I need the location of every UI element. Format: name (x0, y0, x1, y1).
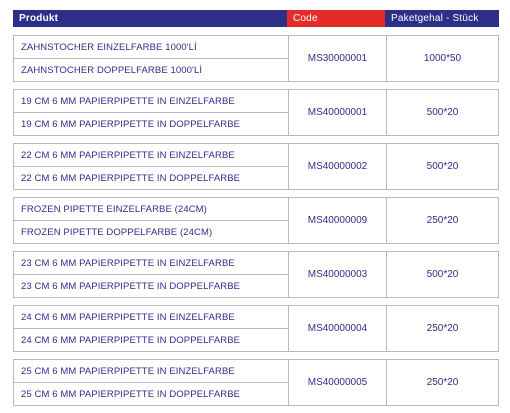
product-name: ZAHNSTOCHER EINZELFARBE 1000'Lİ (14, 36, 288, 59)
package-quantity: 500*20 (386, 252, 498, 297)
header-paket: Paketgehal - Stück (385, 10, 499, 27)
package-quantity: 250*20 (386, 198, 498, 243)
product-name: ZAHNSTOCHER DOPPELFARBE 1000'Lİ (21, 65, 203, 76)
product-name: 22 CM 6 MM PAPIERPIPETTE IN DOPPELFARBE (21, 173, 241, 184)
table-row-group (13, 89, 499, 136)
product-code: MS40000002 (288, 144, 386, 189)
table-row-group (13, 143, 499, 190)
product-code: MS40000001 (288, 90, 386, 135)
product-name: 24 CM 6 MM PAPIERPIPETTE IN DOPPELFARBE (21, 335, 241, 346)
product-name: FROZEN PIPETTE EINZELFARBE (24CM) (14, 198, 288, 221)
package-quantity: 500*20 (386, 90, 498, 135)
product-name: FROZEN PIPETTE DOPPELFARBE (24CM) (21, 227, 213, 238)
header-code: Code (287, 10, 385, 27)
package-quantity: 250*20 (386, 360, 498, 405)
product-code: MS30000001 (288, 36, 386, 81)
package-quantity: 250*20 (386, 306, 498, 351)
product-name: 19 CM 6 MM PAPIERPIPETTE IN EINZELFARBE (14, 90, 288, 113)
package-quantity: 500*20 (386, 144, 498, 189)
product-code: MS40000003 (288, 252, 386, 297)
table-row-group (13, 197, 499, 244)
table-header (13, 10, 499, 27)
table-row-group (13, 359, 499, 406)
product-name: 24 CM 6 MM PAPIERPIPETTE IN EINZELFARBE (14, 306, 288, 329)
package-quantity: 1000*50 (386, 36, 498, 81)
table-row-group (13, 35, 499, 82)
table-row-group (13, 251, 499, 298)
product-name: 19 CM 6 MM PAPIERPIPETTE IN DOPPELFARBE (21, 119, 241, 130)
table-body (13, 35, 499, 413)
product-name: 25 CM 6 MM PAPIERPIPETTE IN DOPPELFARBE (21, 389, 241, 400)
product-code: MS40000005 (288, 360, 386, 405)
table-row-group (13, 305, 499, 352)
product-name: 23 CM 6 MM PAPIERPIPETTE IN DOPPELFARBE (21, 281, 241, 292)
header-produkt: Produkt (13, 10, 287, 27)
product-name: 22 CM 6 MM PAPIERPIPETTE IN EINZELFARBE (14, 144, 288, 167)
product-name: 23 CM 6 MM PAPIERPIPETTE IN EINZELFARBE (14, 252, 288, 275)
product-name: 25 CM 6 MM PAPIERPIPETTE IN EINZELFARBE (14, 360, 288, 383)
product-code: MS40000004 (288, 306, 386, 351)
product-code: MS40000009 (288, 198, 386, 243)
